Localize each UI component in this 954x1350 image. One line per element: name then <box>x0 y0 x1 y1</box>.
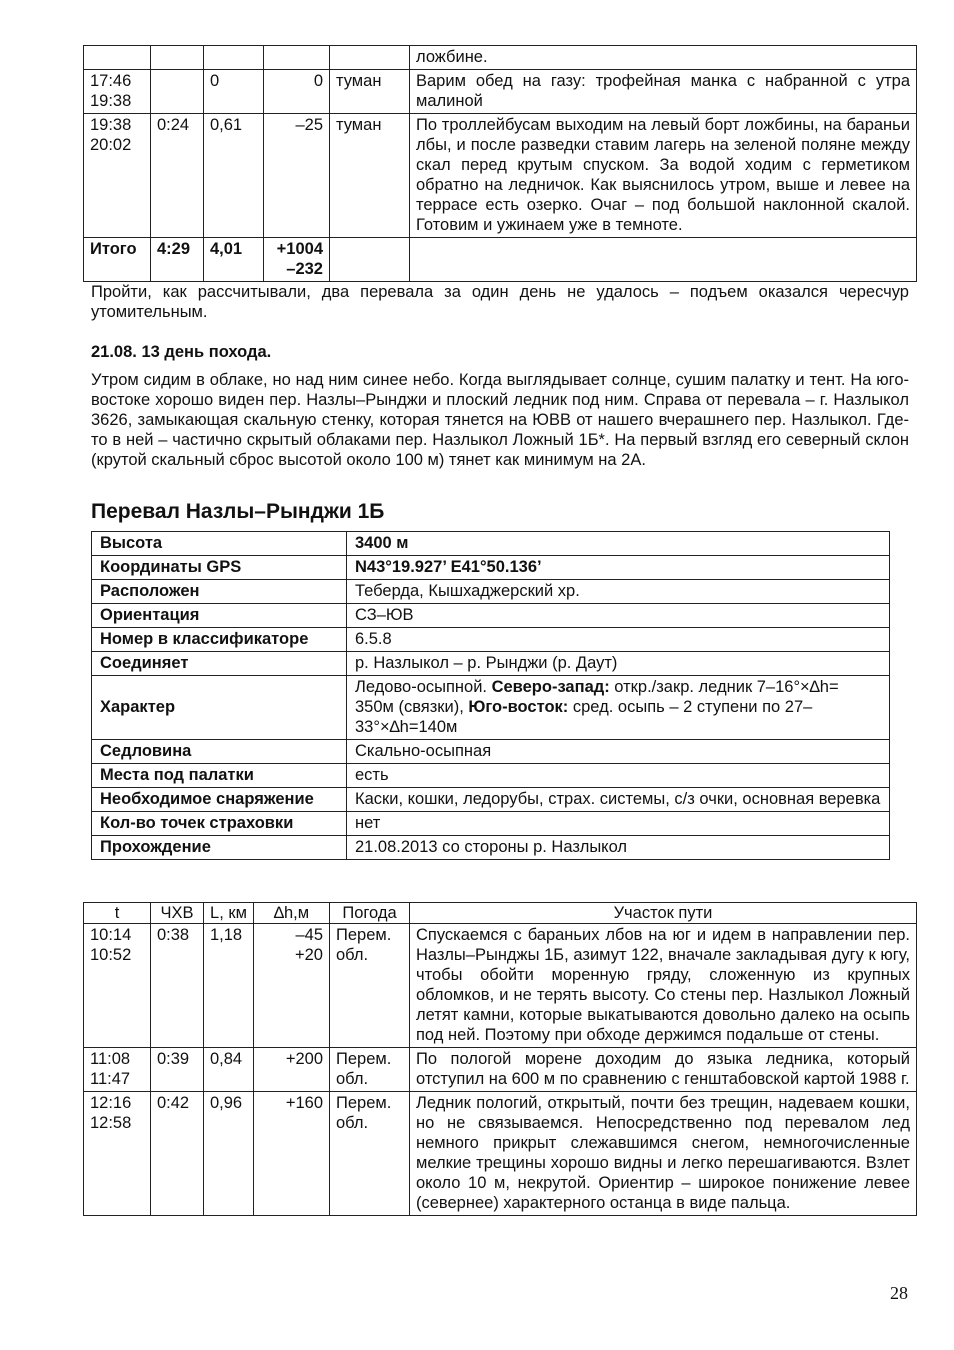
distance-cell: 0,84 <box>204 1048 254 1092</box>
tents-label: Места под палатки <box>92 764 347 788</box>
pass-row-character <box>92 676 890 740</box>
elevation-cell: –25 <box>264 114 330 238</box>
header-elevation: ∆h,м <box>254 903 330 924</box>
orientation-value: СЗ–ЮВ <box>347 604 890 628</box>
time-cell <box>84 46 151 70</box>
weather-cell <box>330 46 410 70</box>
belay-label: Кол-во точек страховки <box>92 812 347 836</box>
table-row <box>84 1048 917 1092</box>
total-label: Итого <box>84 238 151 282</box>
chv-cell: 0:38 <box>151 924 204 1048</box>
elevation-cell: +200 <box>254 1048 330 1092</box>
description-cell: ложбине. <box>410 46 917 70</box>
time-cell: 11:08 11:47 <box>84 1048 151 1092</box>
distance-cell: 0,61 <box>204 114 264 238</box>
pass-row-orientation <box>92 604 890 628</box>
pass-row-passage <box>92 836 890 860</box>
table-row <box>84 114 917 238</box>
classifier-value: 6.5.8 <box>347 628 890 652</box>
height-value: 3400 м <box>347 532 890 556</box>
table-header-row <box>84 903 917 924</box>
weather-cell <box>330 238 410 282</box>
orientation-label: Ориентация <box>92 604 347 628</box>
weather-cell: Перем. обл. <box>330 1092 410 1216</box>
pass-row-location <box>92 580 890 604</box>
connects-value: р. Назлыкол – р. Рынджи (р. Даут) <box>347 652 890 676</box>
weather-cell: туман <box>330 114 410 238</box>
time-cell: 12:16 12:58 <box>84 1092 151 1216</box>
pass-info-table <box>91 531 890 860</box>
distance-cell: 0 <box>204 70 264 114</box>
log-table-bottom <box>83 902 917 1216</box>
pass-row-belay <box>92 812 890 836</box>
pass-row-saddle <box>92 740 890 764</box>
pass-row-gear <box>92 788 890 812</box>
elevation-cell: +160 <box>254 1092 330 1216</box>
belay-value: нет <box>347 812 890 836</box>
chv-cell <box>151 46 204 70</box>
header-description: Участок пути <box>410 903 917 924</box>
distance-cell: 0,96 <box>204 1092 254 1216</box>
time-cell: 17:46 19:38 <box>84 70 151 114</box>
header-chv: ЧХВ <box>151 903 204 924</box>
distance-cell: 1,18 <box>204 924 254 1048</box>
day-heading: 21.08. 13 день похода. <box>91 343 272 361</box>
table-row <box>84 46 917 70</box>
weather-cell: Перем. обл. <box>330 924 410 1048</box>
description-cell: По пологой морене доходим до языка ледника, который отступил на 600 м по сравнению с генштабовской картой 1988 г. <box>410 1048 917 1092</box>
tents-value: есть <box>347 764 890 788</box>
description-cell: Ледник пологий, открытый, почти без трещин, надеваем кошки, но не связываемся. Непосредственно под перевалом лед немного прикрыт слежавшимся снегом, немногочисленные мелкие трещины хорошо видны и легко перешагиваются. Взлет около 10 м, некрутой. Ориентир – широкое понижение левее (севернее) характерного останца в виде пальца. <box>410 1092 917 1216</box>
character-label: Характер <box>92 676 347 740</box>
description-cell: Варим обед на газу: трофейная манка с набранной с утра малиной <box>410 70 917 114</box>
connects-label: Соединяет <box>92 652 347 676</box>
header-time: t <box>84 903 151 924</box>
weather-cell: туман <box>330 70 410 114</box>
pass-row-tents <box>92 764 890 788</box>
elevation-cell: 0 <box>264 70 330 114</box>
location-value: Теберда, Кышхаджерский хр. <box>347 580 890 604</box>
gear-value: Каски, кошки, ледорубы, страх. системы, с/з очки, основная веревка <box>347 788 890 812</box>
time-cell: 19:38 20:02 <box>84 114 151 238</box>
elevation-cell: –45 +20 <box>254 924 330 1048</box>
gps-value: N43°19.927’ E41°50.136’ <box>347 556 890 580</box>
pass-row-classifier <box>92 628 890 652</box>
description-cell: Спускаемся с бараньих лбов на юг и идем в направлении пер. Назлы–Рынджы 1Б, азимут 122, вначале закладывая дугу к югу, чтобы обойти моренную гряду, сложенную из крупных обломков, и не терять высоту. Со стены пер. Назлыкол Ложный летят камни, которые выкатываются довольно далеко на осыпь под ней. Поэтому при обходе держимся подальше от стены. <box>410 924 917 1048</box>
table-row <box>84 70 917 114</box>
total-row <box>84 238 917 282</box>
chv-cell: 0:39 <box>151 1048 204 1092</box>
time-cell: 10:14 10:52 <box>84 924 151 1048</box>
pass-title: Перевал Назлы–Рынджи 1Б <box>91 500 385 523</box>
header-distance: L, км <box>204 903 254 924</box>
paragraph-summary: Пройти, как рассчитывали, два перевала за один день не удалось – подъем оказался чересчур утомительным. <box>91 283 909 321</box>
pass-row-gps <box>92 556 890 580</box>
table-row <box>84 924 917 1048</box>
passage-label: Прохождение <box>92 836 347 860</box>
classifier-label: Номер в классификаторе <box>92 628 347 652</box>
location-label: Расположен <box>92 580 347 604</box>
header-weather: Погода <box>330 903 410 924</box>
total-distance: 4,01 <box>204 238 264 282</box>
saddle-label: Седловина <box>92 740 347 764</box>
chv-cell: 0:42 <box>151 1092 204 1216</box>
table-row <box>84 1092 917 1216</box>
character-value: Ледово-осыпной. Северо-запад: откр./закр. ледник 7–16°×∆h= 350м (связки), Юго-восток: сред. осыпь – 2 ступени по 27–33°×∆h=140м <box>347 676 890 740</box>
saddle-value: Скально-осыпная <box>347 740 890 764</box>
total-elevation: +1004 –232 <box>264 238 330 282</box>
chv-cell <box>151 70 204 114</box>
elevation-cell <box>264 46 330 70</box>
description-cell: По троллейбусам выходим на левый борт ложбины, на бараньи лбы, и после разведки ставим лагерь на зеленой поляне между скал перед крутым спуском. За водой ходим с герметиком обратно на ледничок. Как выяснилось утром, выше и левее на террасе есть озерко. Очаг – под большой наклонной скалой. Готовим и ужинаем уже в темноте. <box>410 114 917 238</box>
height-label: Высота <box>92 532 347 556</box>
passage-value: 21.08.2013 со стороны р. Назлыкол <box>347 836 890 860</box>
weather-cell: Перем. обл. <box>330 1048 410 1092</box>
chv-cell: 0:24 <box>151 114 204 238</box>
paragraph-morning: Утром сидим в облаке, но над ним синее небо. Когда выглядывает солнце, сушим палатку и тент. На юго-востоке хорошо виден пер. Назлы–Рынджи и плоский ледник под ним. Справа от перевала – г. Назлыкол 3626, замыкающая скальную стенку, которая тянется на ЮВВ от нашего вчерашнего пер. Назлыкол. Где-то в ней – частично скрытый облаками пер. Назлыкол Ложный 1Б*. На первый взгляд его северный склон (крутой скальный сброс высотой около 100 м) тянет как минимум на 2А. <box>91 371 909 469</box>
gps-label: Координаты GPS <box>92 556 347 580</box>
distance-cell <box>204 46 264 70</box>
log-table-top <box>83 45 917 282</box>
pass-row-connects <box>92 652 890 676</box>
page-number: 28 <box>890 1283 908 1303</box>
description-cell <box>410 238 917 282</box>
gear-label: Необходимое снаряжение <box>92 788 347 812</box>
total-chv: 4:29 <box>151 238 204 282</box>
pass-row-height <box>92 532 890 556</box>
